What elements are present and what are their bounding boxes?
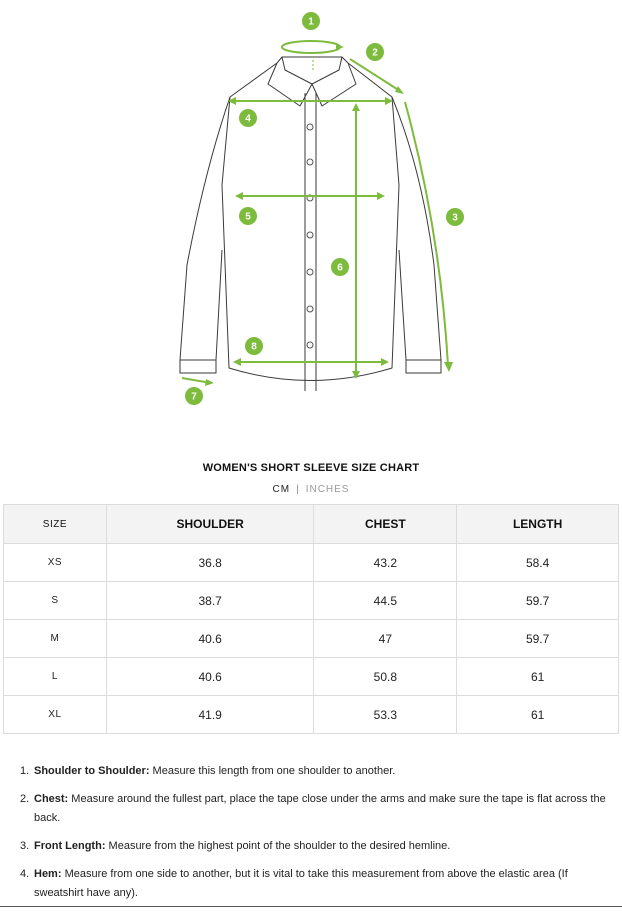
size-cell: XS xyxy=(4,544,107,582)
bottom-divider xyxy=(0,906,622,907)
table-row xyxy=(4,582,619,620)
size-cell: XL xyxy=(4,696,107,734)
length-cell: 59.7 xyxy=(457,582,619,620)
unit-cm-toggle[interactable]: CM xyxy=(272,484,291,495)
size-cell: L xyxy=(4,658,107,696)
instruction-item xyxy=(20,837,610,856)
instruction-label: Shoulder to Shoulder: xyxy=(34,765,150,777)
instruction-label: Chest: xyxy=(34,793,69,805)
instruction-label: Hem: xyxy=(34,868,62,880)
marker-6 xyxy=(331,258,349,276)
table-row xyxy=(4,620,619,658)
header-shoulder: SHOULDER xyxy=(106,505,314,544)
header-size: SIZE xyxy=(4,505,107,544)
shoulder-cell: 38.7 xyxy=(106,582,314,620)
marker-number: 3 xyxy=(452,212,458,224)
marker-7 xyxy=(185,387,203,405)
marker-number: 2 xyxy=(372,47,378,59)
shoulder-cell: 41.9 xyxy=(106,696,314,734)
length-cell: 58.4 xyxy=(457,544,619,582)
length-cell: 61 xyxy=(457,658,619,696)
table-row xyxy=(4,658,619,696)
shirt-outline xyxy=(180,57,441,391)
marker-number: 8 xyxy=(251,341,257,353)
chest-cell: 43.2 xyxy=(314,544,457,582)
length-cell: 61 xyxy=(457,696,619,734)
table-row xyxy=(4,696,619,734)
header-chest: CHEST xyxy=(314,505,457,544)
measurement-instructions xyxy=(20,762,610,912)
chest-cell: 47 xyxy=(314,620,457,658)
instruction-item xyxy=(20,790,610,828)
marker-number: 6 xyxy=(337,262,343,274)
measurement-markers xyxy=(185,12,464,405)
marker-1 xyxy=(302,12,320,30)
instruction-text: Measure around the fullest part, place the tape close under the arms and make sure the tape is flat across the back. xyxy=(34,793,606,824)
chest-cell: 53.3 xyxy=(314,696,457,734)
instruction-item xyxy=(20,865,610,903)
shirt-measurement-diagram xyxy=(0,0,622,420)
chest-cell: 44.5 xyxy=(314,582,457,620)
size-cell: S xyxy=(4,582,107,620)
instruction-text: Measure from one side to another, but it is vital to take this measurement from above the elastic area (If sweatshirt have any). xyxy=(34,868,568,899)
marker-2 xyxy=(366,43,384,61)
marker-3 xyxy=(446,208,464,226)
size-cell: M xyxy=(4,620,107,658)
chest-cell: 50.8 xyxy=(314,658,457,696)
unit-separator: | xyxy=(296,484,300,495)
instruction-number: 2. xyxy=(20,793,30,805)
shirt-buttons xyxy=(307,124,313,348)
shoulder-cell: 40.6 xyxy=(106,620,314,658)
size-table xyxy=(3,504,619,734)
marker-number: 5 xyxy=(245,211,251,223)
table-header-row xyxy=(4,505,619,544)
marker-number: 4 xyxy=(245,113,251,125)
table-row xyxy=(4,544,619,582)
unit-inches-toggle[interactable]: INCHES xyxy=(305,484,350,495)
size-chart-title: WOMEN'S SHORT SLEEVE SIZE CHART xyxy=(202,462,420,474)
unit-toggle xyxy=(0,484,622,495)
marker-8 xyxy=(245,337,263,355)
instruction-text: Measure this length from one shoulder to another. xyxy=(149,765,396,777)
marker-5 xyxy=(239,207,257,225)
instruction-number: 3. xyxy=(20,840,30,852)
instruction-number: 1. xyxy=(20,765,30,777)
shoulder-cell: 36.8 xyxy=(106,544,314,582)
marker-number: 1 xyxy=(308,16,314,28)
marker-number: 7 xyxy=(191,391,197,403)
length-cell: 59.7 xyxy=(457,620,619,658)
header-length: LENGTH xyxy=(457,505,619,544)
instruction-item xyxy=(20,762,610,781)
shoulder-cell: 40.6 xyxy=(106,658,314,696)
instruction-text: Measure from the highest point of the shoulder to the desired hemline. xyxy=(105,840,451,852)
marker-4 xyxy=(239,109,257,127)
instruction-label: Front Length: xyxy=(34,840,106,852)
instruction-number: 4. xyxy=(20,868,30,880)
